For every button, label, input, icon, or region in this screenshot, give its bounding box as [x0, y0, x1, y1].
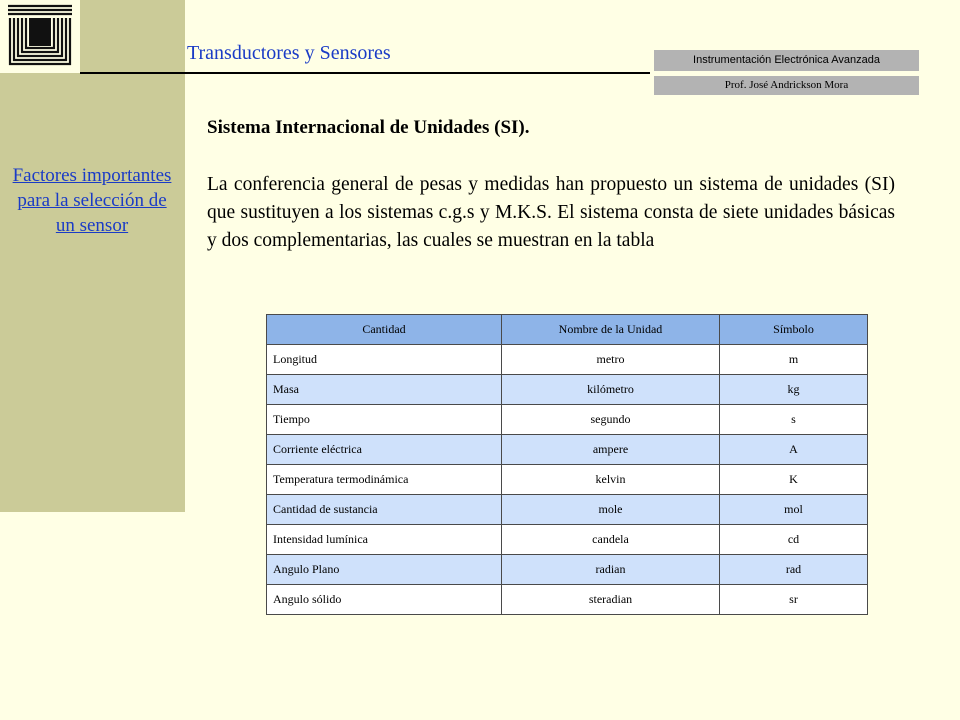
cell-symbol: rad — [720, 555, 868, 585]
table-row — [267, 435, 868, 465]
table-row — [267, 555, 868, 585]
cell-quantity: Masa — [267, 375, 502, 405]
cell-symbol: A — [720, 435, 868, 465]
page-title: Transductores y Sensores — [187, 42, 391, 64]
cell-unit: candela — [502, 525, 720, 555]
cell-unit: mole — [502, 495, 720, 525]
cell-quantity: Corriente eléctrica — [267, 435, 502, 465]
cell-symbol: kg — [720, 375, 868, 405]
header-divider — [80, 72, 650, 74]
cell-symbol: cd — [720, 525, 868, 555]
professor-label: Prof. José Andrickson Mora — [654, 76, 919, 95]
cell-symbol: sr — [720, 585, 868, 615]
cell-quantity: Temperatura termodinámica — [267, 465, 502, 495]
cell-unit: radian — [502, 555, 720, 585]
table-row — [267, 465, 868, 495]
cell-quantity: Angulo sólido — [267, 585, 502, 615]
cell-symbol: m — [720, 345, 868, 375]
cell-symbol: mol — [720, 495, 868, 525]
cell-unit: steradian — [502, 585, 720, 615]
section-subtitle: Sistema Internacional de Unidades (SI). — [207, 117, 530, 138]
cell-unit: kilómetro — [502, 375, 720, 405]
cell-unit: metro — [502, 345, 720, 375]
header-nombre-unidad: Nombre de la Unidad — [502, 315, 720, 345]
cell-symbol: s — [720, 405, 868, 435]
table-row — [267, 585, 868, 615]
logo-icon — [0, 0, 80, 73]
si-units-table — [266, 314, 868, 615]
institution-logo — [0, 0, 80, 73]
table-header-row — [267, 315, 868, 345]
table-row — [267, 495, 868, 525]
cell-quantity: Tiempo — [267, 405, 502, 435]
header-cantidad: Cantidad — [267, 315, 502, 345]
cell-quantity: Cantidad de sustancia — [267, 495, 502, 525]
table-row — [267, 405, 868, 435]
cell-unit: segundo — [502, 405, 720, 435]
table-row — [267, 525, 868, 555]
header-simbolo: Símbolo — [720, 315, 868, 345]
cell-unit: ampere — [502, 435, 720, 465]
sensor-selection-factors-link[interactable]: Factores importantes para la selección de un sensor — [12, 165, 172, 236]
cell-quantity: Angulo Plano — [267, 555, 502, 585]
cell-unit: kelvin — [502, 465, 720, 495]
cell-quantity: Intensidad lumínica — [267, 525, 502, 555]
course-label: Instrumentación Electrónica Avanzada — [654, 50, 919, 71]
cell-symbol: K — [720, 465, 868, 495]
intro-paragraph: La conferencia general de pesas y medidas han propuesto un sistema de unidades (SI) que sustituyen a los sistemas c.g.s y M.K.S. El sistema consta de siete unidades básicas y dos complementarias, las cuales se muestran en la tabla — [207, 174, 895, 251]
cell-quantity: Longitud — [267, 345, 502, 375]
sidebar — [0, 0, 185, 512]
table-row — [267, 375, 868, 405]
table-row — [267, 345, 868, 375]
